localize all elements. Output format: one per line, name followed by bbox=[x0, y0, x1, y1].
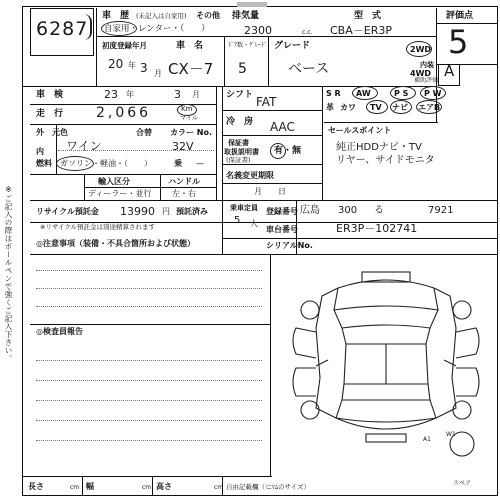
diagram-mark-w1: W1 bbox=[446, 431, 456, 438]
inspector-line bbox=[36, 400, 262, 401]
inspector-line bbox=[36, 420, 262, 421]
inspection-label: 車 検 bbox=[36, 90, 64, 100]
divider bbox=[30, 254, 498, 255]
warranty-label: 保証書 bbox=[228, 139, 249, 147]
import-label: 輸入区分 bbox=[98, 177, 130, 186]
selling-points-label: セールスポイント bbox=[328, 126, 392, 135]
warranty-value: 有・無 bbox=[274, 146, 302, 156]
grade-label: グレード bbox=[274, 41, 311, 51]
handle-value: 左・右 bbox=[172, 189, 196, 198]
recycle-status: 預託済み bbox=[176, 207, 208, 216]
mileage-label: 走 行 bbox=[36, 109, 64, 119]
color-interior-label: 内 bbox=[36, 147, 44, 156]
notes-line bbox=[36, 270, 262, 271]
displacement-unit: c.c. bbox=[302, 29, 313, 36]
divider bbox=[22, 476, 272, 477]
fuel-sublabel: 乗 bbox=[174, 159, 182, 168]
equipment-aw: AW bbox=[356, 89, 371, 98]
divider bbox=[152, 476, 153, 496]
doors-value: 5 bbox=[238, 61, 247, 77]
mileage-value: 2,066 bbox=[96, 105, 152, 121]
divider bbox=[222, 110, 322, 111]
footer-width-label: 幅 bbox=[86, 482, 94, 491]
equipment-airbag: エアB bbox=[418, 103, 441, 112]
first-registration-month-unit: 月 bbox=[154, 69, 162, 78]
recycle-unit: 円 bbox=[162, 207, 170, 216]
inspection-year-unit: 年 bbox=[126, 90, 134, 99]
divider bbox=[222, 183, 322, 184]
import-type: ディーラー・並行 bbox=[88, 189, 152, 198]
equipment-aw-mark bbox=[352, 86, 378, 100]
history-selected-mark bbox=[101, 21, 137, 36]
lot-number: 6287 bbox=[36, 18, 89, 40]
registration-class: 300 bbox=[338, 205, 358, 216]
divider bbox=[268, 36, 269, 86]
divider bbox=[224, 36, 225, 86]
equipment-navi-mark bbox=[390, 100, 412, 114]
warranty-selected-mark bbox=[270, 143, 286, 159]
equipment-pw-mark bbox=[420, 86, 446, 100]
divider bbox=[216, 86, 217, 200]
equipment-airbag-mark bbox=[416, 100, 442, 114]
history-options: 自家用・レンター・（ ） bbox=[104, 24, 210, 34]
drive-option-2wd: 2WD bbox=[410, 45, 432, 54]
color-exterior-value: ワイン bbox=[66, 139, 102, 153]
divider bbox=[30, 324, 270, 325]
color-paint-value: 32V bbox=[172, 140, 194, 153]
fuel-label: 燃料 bbox=[36, 159, 52, 168]
serial-label: シリアルNo. bbox=[266, 241, 313, 250]
displacement-value: 2300 bbox=[244, 24, 272, 37]
capacity-unit: 人 bbox=[250, 219, 258, 228]
first-registration-year-unit: 年 bbox=[128, 61, 136, 70]
inspection-year: 23 bbox=[104, 88, 118, 101]
chassis-label: 車台番号 bbox=[266, 225, 298, 234]
spare-label: スペア bbox=[453, 480, 472, 487]
mileage-unit-km: Km bbox=[181, 105, 193, 113]
first-registration-month: 3 bbox=[140, 61, 148, 75]
equipment-pw: P W bbox=[424, 89, 442, 98]
footer-height-unit: cm bbox=[214, 484, 224, 491]
equipment-navi: ナビ bbox=[392, 103, 408, 112]
inspection-month: 3 bbox=[174, 88, 181, 101]
displacement-label: 排気量 bbox=[232, 11, 260, 21]
shift-label: シフト bbox=[226, 90, 254, 100]
divider bbox=[84, 174, 85, 200]
notes-line bbox=[36, 306, 262, 307]
divider bbox=[222, 86, 223, 200]
model-code-value: CBA－ER3P bbox=[330, 24, 392, 37]
recycle-note: ※リサイクル預託金は別途精算されます bbox=[40, 223, 156, 231]
name-change-unit: 月 日 bbox=[254, 187, 286, 196]
divider bbox=[30, 174, 216, 175]
fuel-selected-mark bbox=[56, 156, 94, 171]
drive-selected-mark bbox=[406, 41, 432, 57]
fuel-options: ガソリン・軽油・（ ） bbox=[60, 159, 152, 168]
divider bbox=[82, 476, 83, 496]
footer-free-text: 自由記載欄（ﾐﾆﾏﾑのサイズ） bbox=[226, 483, 310, 491]
divider bbox=[22, 86, 436, 87]
mileage-unit-mile: マイル bbox=[180, 115, 198, 122]
score-value: 5 bbox=[448, 23, 469, 61]
aircon-value: AAC bbox=[270, 120, 295, 134]
handle-label: ハンドル bbox=[168, 177, 200, 186]
equipment-kawa: カワ bbox=[340, 103, 356, 112]
shift-value: FAT bbox=[256, 95, 277, 109]
registration-label: 登録番号 bbox=[266, 207, 298, 216]
selling-points-line1: 純正HDDナビ・TV bbox=[336, 142, 422, 153]
aircon-label: 冷 房 bbox=[226, 117, 254, 127]
recycle-value: 13990 bbox=[120, 205, 155, 218]
footer-height-label: 高さ bbox=[156, 482, 172, 491]
name-change-label: 名義変更期限 bbox=[226, 171, 274, 180]
model-code-label: 型 式 bbox=[354, 11, 382, 21]
color-paint-label: カラー No. bbox=[170, 128, 213, 137]
recycle-label: リサイクル預託金 bbox=[36, 207, 99, 216]
history-note: (未記入は自家用) bbox=[136, 12, 187, 20]
divider bbox=[222, 200, 223, 254]
interior-grade-sublabel: 補助評価 bbox=[414, 77, 439, 84]
divider bbox=[30, 200, 498, 201]
warranty-sublabel: (保証書) bbox=[226, 156, 251, 164]
equipment-ps-mark bbox=[390, 86, 416, 100]
doors-label: ﾄﾞｱ数・ｸﾞﾚｰﾄﾞ bbox=[228, 42, 268, 49]
inspector-line bbox=[36, 440, 262, 441]
inspector-line bbox=[36, 380, 262, 381]
divider bbox=[222, 164, 322, 165]
divider bbox=[84, 187, 216, 188]
history-other-label: その他 bbox=[196, 11, 220, 20]
inspector-line bbox=[36, 360, 262, 361]
lot-number-bracket bbox=[84, 14, 92, 40]
selling-points-line2: リヤー、サイドモニタ bbox=[336, 155, 435, 166]
inspector-title: ◎検査員報告 bbox=[36, 327, 83, 336]
car-name-value: CX－7 bbox=[168, 60, 214, 78]
registration-kana: る bbox=[374, 205, 384, 216]
registration-number: 7921 bbox=[428, 205, 454, 216]
inspection-month-unit: 月 bbox=[192, 90, 200, 99]
interior-grade-value: A bbox=[444, 62, 455, 80]
divider bbox=[96, 8, 97, 86]
notes-title: ◎注意事項（装備・不具合箇所および状態） bbox=[36, 239, 195, 248]
side-note: ※ご記入の際はボールペンで強くご記入下さい。 bbox=[4, 185, 13, 363]
divider bbox=[322, 86, 323, 200]
divider bbox=[222, 476, 223, 496]
interior-grade-label: 内装 bbox=[420, 61, 434, 69]
drive-option-4wd: 4WD bbox=[410, 69, 432, 78]
divider bbox=[30, 124, 216, 125]
color-original-label: 合替 bbox=[136, 128, 152, 137]
score-label: 評価点 bbox=[446, 11, 474, 21]
capacity-label: 乗車定員 bbox=[230, 204, 258, 212]
history-label: 車 歴 bbox=[102, 11, 130, 21]
first-registration-label: 初度登録年月 bbox=[102, 41, 147, 50]
divider bbox=[222, 135, 322, 136]
first-registration-year: 20 bbox=[108, 57, 124, 71]
equipment-tv-mark bbox=[366, 100, 388, 114]
footer-width-unit: cm bbox=[142, 484, 152, 491]
footer-length-label: 長さ bbox=[28, 482, 44, 491]
equipment-ps: P S bbox=[394, 89, 409, 98]
equipment-tv: TV bbox=[370, 103, 382, 112]
footer-length-unit: cm bbox=[70, 484, 80, 491]
manual-label: 取扱説明書 bbox=[224, 148, 259, 156]
equipment-sr: S R bbox=[326, 89, 341, 98]
chassis-value: ER3P－102741 bbox=[336, 222, 418, 235]
divider bbox=[160, 174, 161, 200]
fuel-subvalue: — bbox=[196, 159, 204, 168]
car-diagram bbox=[276, 258, 496, 468]
capacity-value: 5 bbox=[234, 215, 241, 226]
grade-value: ベース bbox=[288, 61, 330, 77]
dotted-rule bbox=[58, 150, 214, 151]
divider bbox=[324, 122, 438, 123]
diagram-mark-a1: A1 bbox=[423, 436, 431, 443]
header-marker bbox=[237, 2, 267, 7]
divider bbox=[270, 254, 271, 476]
equipment-leather: 革 bbox=[326, 103, 334, 112]
divider bbox=[222, 238, 498, 239]
color-exterior-label: 外 元色 bbox=[36, 128, 68, 137]
registration-region: 広島 bbox=[300, 205, 320, 216]
notes-line bbox=[36, 288, 262, 289]
car-name-label: 車 名 bbox=[176, 41, 204, 51]
